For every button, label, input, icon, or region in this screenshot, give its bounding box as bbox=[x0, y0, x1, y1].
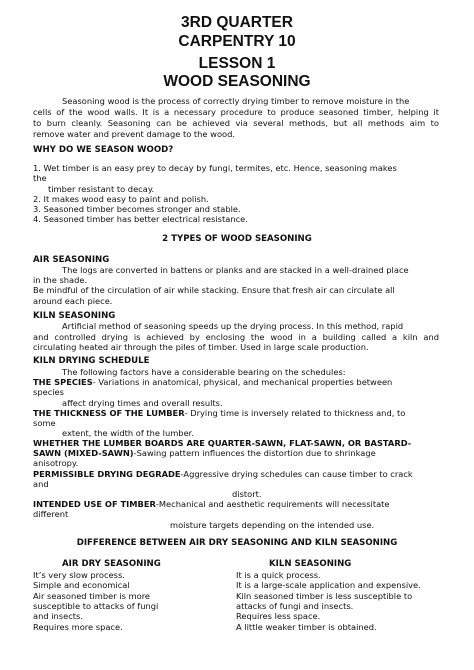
why-item: 2. It makes wood easy to paint and polish. bbox=[33, 194, 209, 204]
factor-text: different bbox=[33, 509, 69, 519]
schedule-intro: The following factors have a considerable bearing on the schedules: bbox=[62, 367, 346, 377]
why-item: 3. Seasoned timber becomes stronger and stable. bbox=[33, 204, 241, 214]
factor-text: moisture targets depending on the intended use. bbox=[170, 520, 375, 530]
factor-label: THE SPECIES bbox=[33, 377, 93, 387]
factor-label: THE THICKNESS OF THE LUMBER bbox=[33, 408, 185, 418]
why-item: timber resistant to decay. bbox=[48, 184, 155, 194]
factor-text: affect drying times and overall results. bbox=[62, 398, 223, 408]
factor-text: - Drying time is inversely related to thickness and, to bbox=[184, 408, 406, 418]
factor-label: PERMISSIBLE DRYING DEGRADE bbox=[33, 469, 181, 479]
factor-text: - Variations in anatomical, physical, and mechanical properties between bbox=[92, 377, 393, 387]
kiln-point: Kiln seasoned timber is less susceptible to bbox=[236, 591, 413, 601]
air-dry-point: susceptible to attacks of fungi bbox=[33, 601, 159, 611]
kiln-point: It is a large-scale application and expensive. bbox=[236, 580, 421, 590]
factor-label: INTENDED USE OF TIMBER bbox=[33, 499, 156, 509]
factor-text: some bbox=[33, 418, 56, 428]
kiln-seasoning-text: circulating heated air through the piles of timber. Used in large scale production. bbox=[33, 342, 369, 352]
factor-text: -Sawing pattern influences the distortion due to shrinkage bbox=[133, 448, 376, 458]
factor-label: SAWN (MIXED-SAWN) bbox=[33, 448, 134, 458]
air-seasoning-heading: AIR SEASONING bbox=[33, 255, 110, 265]
topic-title: WOOD SEASONING bbox=[163, 73, 311, 90]
air-dry-point: Requires more space. bbox=[33, 622, 123, 632]
air-dry-heading: AIR DRY SEASONING bbox=[62, 559, 161, 569]
lesson-title: LESSON 1 bbox=[198, 55, 276, 72]
air-seasoning-text: around each piece. bbox=[33, 296, 113, 306]
difference-heading: DIFFERENCE BETWEEN AIR DRY SEASONING AND KILN SEASONING bbox=[76, 538, 398, 548]
factor-intended-use bbox=[33, 499, 390, 509]
factor-text: distort. bbox=[232, 489, 262, 499]
why-item: the bbox=[33, 173, 47, 183]
intro-line: remove water and prevent damage to the wood. bbox=[33, 129, 236, 139]
factor-text: and bbox=[33, 479, 49, 489]
kiln-seasoning-heading: KILN SEASONING bbox=[33, 311, 116, 321]
kiln-point: attacks of fungi and insects. bbox=[236, 601, 354, 611]
factor-text: -Aggressive drying schedules can cause timber to crack bbox=[180, 469, 413, 479]
air-seasoning-text: The logs are converted in battens or planks and are stacked in a well-drained place bbox=[62, 265, 409, 275]
air-seasoning-text: Be mindful of the circulation of air while stacking. Ensure that fresh air can circulate all bbox=[33, 285, 395, 295]
air-dry-point: Air seasoned timber is more bbox=[33, 591, 151, 601]
factor-text: -Mechanical and aesthetic requirements will necessitate bbox=[155, 499, 390, 509]
factor-text: species bbox=[33, 387, 64, 397]
air-seasoning-text: in the shade. bbox=[33, 275, 88, 285]
factor-sawing bbox=[33, 448, 376, 458]
kiln-seasoning-text: Artificial method of seasoning speeds up the drying process. In this method, rapid bbox=[62, 321, 404, 331]
why-heading: WHY DO WE SEASON WOOD? bbox=[33, 145, 174, 155]
kiln-seasoning-text: and controlled drying is achieved by enclosing the wood in a building called a kiln and bbox=[33, 332, 439, 342]
intro-line: cells of the wood walls. It is a necessary procedure to produce seasoned timber, helping it bbox=[33, 107, 439, 117]
air-dry-point: It’s very slow process. bbox=[33, 570, 125, 580]
subject-title: CARPENTRY 10 bbox=[178, 33, 296, 50]
air-dry-point: and insects. bbox=[33, 611, 84, 621]
factor-thickness bbox=[33, 408, 405, 418]
factor-text: extent, the width of the lumber. bbox=[62, 428, 194, 438]
why-item: 4. Seasoned timber has better electrical resistance. bbox=[33, 214, 248, 224]
intro-line: to burn cleanly. Seasoning can be achieved via several methods, but all methods aim to bbox=[33, 118, 439, 128]
kiln-point: It is a quick process. bbox=[236, 570, 321, 580]
kiln-point: A little weaker timber is obtained. bbox=[236, 622, 377, 632]
types-heading: 2 TYPES OF WOOD SEASONING bbox=[162, 234, 312, 244]
factor-degrade bbox=[33, 469, 413, 479]
kiln-point: Requires less space. bbox=[236, 611, 321, 621]
intro-line: Seasoning wood is the process of correctly drying timber to remove moisture in the bbox=[62, 96, 410, 106]
air-dry-point: Simple and economical bbox=[33, 580, 130, 590]
factor-species bbox=[33, 377, 392, 387]
schedule-heading: KILN DRYING SCHEDULE bbox=[33, 356, 150, 366]
why-item: 1. Wet timber is an easy prey to decay by fungi, termites, etc. Hence, seasoning makes bbox=[33, 163, 397, 173]
factor-sawing-label: WHETHER THE LUMBER BOARDS ARE QUARTER-SAWN, FLAT-SAWN, OR BASTARD- bbox=[33, 438, 412, 448]
kiln-heading: KILN SEASONING bbox=[269, 559, 352, 569]
quarter-title: 3RD QUARTER bbox=[181, 14, 293, 31]
factor-text: anisotropy. bbox=[33, 458, 79, 468]
